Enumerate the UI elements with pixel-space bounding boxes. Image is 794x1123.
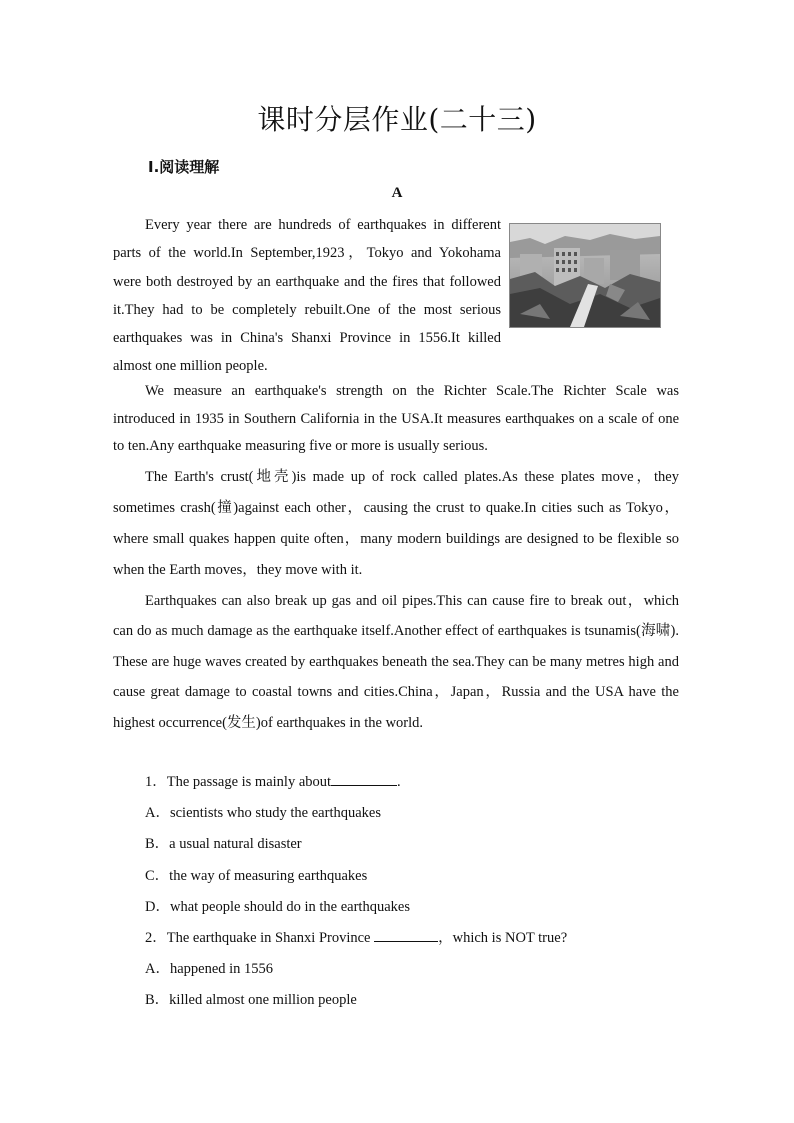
passage-paragraph-3: The Earth's crust(地壳)is made up of rock called plates.As these plates move，they sometimes crash(撞)against each other，causing the crust to quake.In cities such as Tokyo，where small quakes happen quite often，many modern buildings are designed to be flexible so when the Earth moves，they move with it. (113, 469, 679, 578)
answer-blank (374, 926, 438, 942)
question-2-option-b: B．killed almost one million people (145, 992, 357, 1008)
passage-paragraph-4: Earthquakes can also break up gas and oil pipes.This can cause fire to break out，which can do as much damage as the earthquake itself.Another effect of earthquakes is tsunamis(海啸). These are huge waves created by earthquakes beneath the sea.They can be many metres high and cause great damage to coastal towns and cities.China，Japan，Russia and the USA have the highest occurrence(发生)of earthquakes in the world. (113, 593, 679, 731)
question-1-stem: 1．The passage is mainly about . (145, 770, 401, 791)
passage-label: A (391, 185, 403, 201)
section-heading: Ⅰ.阅读理解 (148, 158, 220, 176)
answer-blank (331, 770, 397, 786)
passage-paragraph-1: Every year there are hundreds of earthquakes in different parts of the world.In September,1923，Tokyo and Yokohama were both destroyed by an earthquake and the fires that followed it.They had to be completely rebuilt.One of the most serious earthquakes was in China's Shanxi Province in 1556.It killed almost one million people. (113, 217, 501, 375)
question-1-option-d: D．what people should do in the earthquakes (145, 899, 410, 915)
earthquake-ruins-image (510, 224, 660, 327)
question-2-stem: 2．The earthquake in Shanxi Province ，which is NOT true? (145, 926, 567, 947)
passage-paragraph-2: We measure an earthquake's strength on the Richter Scale.The Richter Scale was introduced in 1935 in Southern California in the USA.It measures earthquakes on a scale of one to ten.Any earthquake measuring five or more is usually serious. (113, 383, 679, 455)
question-1-option-b: B．a usual natural disaster (145, 836, 302, 852)
page-title: 课时分层作业(二十三) (257, 103, 537, 136)
earthquake-photo (509, 223, 661, 328)
question-2-option-a: A．happened in 1556 (145, 961, 274, 977)
question-1-option-c: C．the way of measuring earthquakes (145, 868, 368, 884)
question-1-option-a: A．scientists who study the earthquakes (145, 805, 381, 821)
